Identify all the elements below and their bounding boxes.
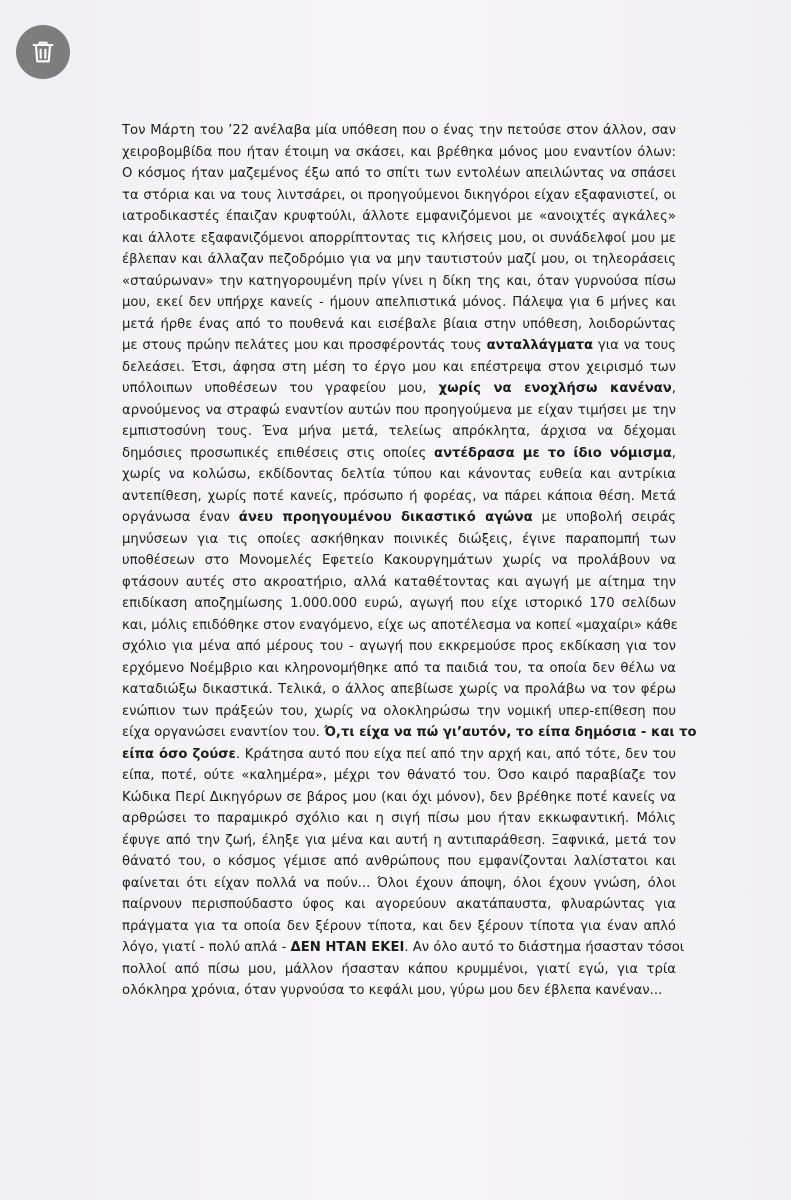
text-segment: εμπιστοσύνη τους. Ένα μήνα μετά, τελείως απρόκλητα, άρχισα να δέχομαι	[122, 424, 676, 439]
text-segment: φαίνεται ότι είχαν πολλά να πούν... Όλοι έχουν άποψη, όλοι έχουν γνώση, όλοι	[122, 875, 676, 891]
text-segment: λόγο, γιατί - πολύ απλά -	[122, 940, 291, 955]
text-line	[122, 206, 676, 228]
text-segment: . Κράτησα αυτό που είχα πεί από την αρχή και, από τότε, δεν του	[235, 746, 677, 762]
text-line	[122, 464, 676, 486]
text-line	[122, 636, 676, 658]
text-line	[122, 765, 676, 787]
text-segment: φτάσουν αυτές στο ακροατήριο, αλλά καταθέτοντας και αγωγή με αίτημα την	[122, 574, 676, 590]
text-segment: χειροβομβίδα που ήταν έτοιμη να σκάσει, και βρέθηκα μόνος μου εναντίον όλων:	[122, 144, 676, 160]
text-line	[122, 679, 676, 701]
text-line	[122, 335, 676, 357]
text-segment: ιατροδικαστές έπαιζαν κρυφτούλι, άλλοτε εμφανιζόμενοι με «ανοιχτές αγκάλες»	[122, 209, 676, 224]
text-line	[122, 314, 676, 336]
text-line	[122, 400, 676, 422]
text-segment: ,	[671, 381, 676, 396]
bold-text: ανταλλάγματα	[486, 338, 594, 353]
text-segment: έφυγε από την ζωή, έληξε για μένα και αυτή η αντιπαράθεση. Ξαφνικά, μετά τον	[122, 832, 676, 848]
text-line	[122, 550, 676, 572]
text-line	[122, 443, 676, 465]
text-segment: με στους πρώην πελάτες μου και προσφέροντάς τους	[122, 338, 487, 353]
bold-text: ΔΕΝ ΗΤΑΝ ΕΚΕΙ	[290, 940, 405, 955]
text-line	[122, 507, 676, 529]
text-segment: οργάνωσα έναν	[122, 510, 239, 525]
text-line	[122, 378, 676, 400]
text-line	[122, 701, 676, 723]
document-text	[122, 120, 697, 1002]
text-line	[122, 529, 676, 551]
text-segment: ,	[671, 445, 676, 461]
text-segment: «σταύρωναν» την κατηγορουμένη πρίν γίνει η δίκη της και, όταν γυρνούσα πίσω	[122, 273, 676, 289]
text-line	[122, 120, 676, 142]
text-segment: έβλεπαν και άλλαζαν πεζοδρόμιο για να μην ταυτιστούν μαζί μου, οι τηλεοράσεις	[122, 252, 676, 267]
text-segment: και άλλοτε εξαφανιζόμενοι απορρίπτοντας τις κλήσεις μου, οι συνάδελφοί μου με	[122, 230, 676, 246]
delete-button[interactable]	[16, 25, 70, 79]
text-segment: . Αν όλο αυτό το διάστημα ήσασταν τόσοι	[404, 940, 685, 955]
text-line	[122, 937, 685, 959]
text-segment: Κώδικα Περί Δικηγόρων σε βάρος μου (και όχι μόνον), δεν βρέθηκε ποτέ κανείς να	[122, 789, 676, 805]
bold-text: αντέδρασα με το ίδιο νόμισμα	[434, 445, 672, 461]
text-line	[122, 658, 676, 680]
text-segment: αρνούμενος να στραφώ εναντίον αυτών που προηγούμενα με είχαν τιμήσει με την	[122, 402, 676, 418]
text-line	[122, 830, 676, 852]
text-line	[122, 873, 676, 895]
text-line	[122, 357, 676, 379]
text-line	[122, 292, 676, 314]
text-segment: πράγματα για τα οποία δεν ξέρουν τίποτα, και δεν ξέρουν τίποτα για έναν απλό	[122, 918, 676, 934]
text-line	[122, 163, 676, 185]
text-line	[122, 959, 676, 981]
text-line	[122, 142, 676, 164]
text-segment: σχόλιο για μένα από μέρους του - αγωγή που εκκρεμούσε προς εκδίκαση για τον	[122, 639, 676, 654]
text-segment: είπα, ποτέ, ούτε «καλημέρα», μέχρι τον θάνατό του. Όσο καιρό παραβίαζε τον	[122, 768, 676, 783]
text-line	[122, 916, 676, 938]
text-segment: και, μόλις επιδόθηκε στον εναγόμενο, είχε ως αποτέλεσμα να κοπεί «μαχαίρι» κάθε	[122, 617, 678, 633]
text-line	[122, 593, 676, 615]
text-line	[122, 808, 676, 830]
text-segment: δημόσιες προσωπικές επιθέσεις στις οποίες	[122, 445, 435, 461]
text-line	[122, 980, 676, 1002]
text-segment: ολόκληρα χρόνια, όταν γυρνούσα το κεφάλι μου, γύρω μου δεν έβλεπα κανέναν...	[122, 983, 663, 998]
text-line	[122, 851, 676, 873]
text-segment: ερχόμενο Νοέμβριο και κληρονομήθηκε από τα παιδιά του, τα οποία δεν θέλω να	[122, 660, 676, 676]
text-segment: δελεάσει. Έτσι, άφησα στη μέση το έργο μου και επέστρεψα στον χειρισμό των	[122, 359, 676, 375]
text-segment: αντεπίθεση, χωρίς ποτέ κανείς, πρόσωπο ή φορέας, να πάρει κάποια θέση. Μετά	[122, 488, 676, 504]
text-segment: μετά ήρθε ένας από το πουθενά και εισέβαλε βίαια στην υπόθεση, λοιδορώντας	[122, 316, 676, 332]
text-segment: είχα οργανώσει εναντίον του.	[122, 725, 325, 740]
text-segment: παίρνουν περισπούδαστο ύφος και αγορεύουν ακατάπαυστα, φλυαρώντας για	[122, 897, 676, 912]
text-segment: τα στόρια και να τους λιντσάρει, οι προηγούμενοι δικηγόροι είχαν εξαφανιστεί, οι	[122, 187, 676, 203]
text-segment: αρθρώσει το παραμικρό σχόλιο και η σιγή πίσω μου ήταν εκκωφαντική. Μόλις	[122, 811, 676, 826]
text-segment: καταδιώξω δικαστικά. Τελικά, ο άλλος απεβίωσε χωρίς να προλάβω να τον φέρω	[122, 682, 676, 697]
text-line	[122, 486, 676, 508]
bold-text: άνευ προηγουμένου δικαστικό αγώνα	[238, 510, 533, 525]
text-segment: μου, εκεί δεν υπήρχε κανείς - ήμουν απελπιστικά μόνος. Πάλεψα για 6 μήνες και	[122, 295, 676, 310]
bold-text: είπα όσο ζούσε	[122, 746, 236, 762]
text-segment: μηνύσεων για τις οποίες ασκήθηκαν ποινικές διώξεις, έγινε παραπομπή των	[122, 531, 676, 547]
text-segment: Τον Μάρτη του ’22 ανέλαβα μία υπόθεση που ο ένας την πετούσε στον άλλον, σαν	[122, 123, 676, 138]
text-line	[122, 744, 676, 766]
text-line	[122, 228, 676, 250]
trash-icon	[29, 38, 57, 66]
text-line	[122, 787, 676, 809]
text-segment: χωρίς να κολώσω, εκδίδοντας δελτία τύπου και κάνοντας ευθεία και αντρίκια	[122, 467, 676, 482]
text-segment: υποθέσεων στο Μονομελές Εφετείο Κακουργημάτων χωρίς να προλάβουν να	[122, 553, 676, 568]
text-segment: υπόλοιπων υποθέσεων του γραφείου μου,	[122, 381, 439, 396]
text-segment: Ο κόσμος ήταν μαζεμένος έξω από το σπίτι των εντολέων απειλώντας να σπάσει	[122, 166, 676, 181]
text-line	[122, 421, 676, 443]
text-line	[122, 249, 676, 271]
text-segment: θάνατό του, ο κόσμος γέμισε από ανθρώπους που εμφανίζονται λαλίστατοι και	[122, 854, 676, 869]
text-line	[122, 894, 676, 916]
text-segment: ενώπιον των πράξεών του, χωρίς να ολοκληρώσω την νομική υπερ-επίθεση που	[122, 703, 676, 719]
text-segment: για να τους	[593, 338, 676, 353]
text-segment: επιδίκαση αποζημίωσης 1.000.000 ευρώ, αγωγή που είχε ιστορικό 170 σελίδων	[122, 596, 676, 611]
bold-text: χωρίς να ενοχλήσω κανέναν	[438, 381, 672, 396]
text-line	[122, 185, 676, 207]
text-line	[122, 722, 697, 744]
bold-text: Ό,τι είχα να πώ γι’αυτόν, το είπα δημόσια - και το	[324, 725, 697, 740]
text-line	[122, 615, 676, 637]
text-line	[122, 271, 676, 293]
text-segment: πολλοί από πίσω μου, μάλλον ήσασταν κάπου κρυμμένοι, γιατί εγώ, για τρία	[122, 961, 676, 977]
text-line	[122, 572, 676, 594]
text-segment: με υποβολή σειράς	[532, 510, 676, 525]
